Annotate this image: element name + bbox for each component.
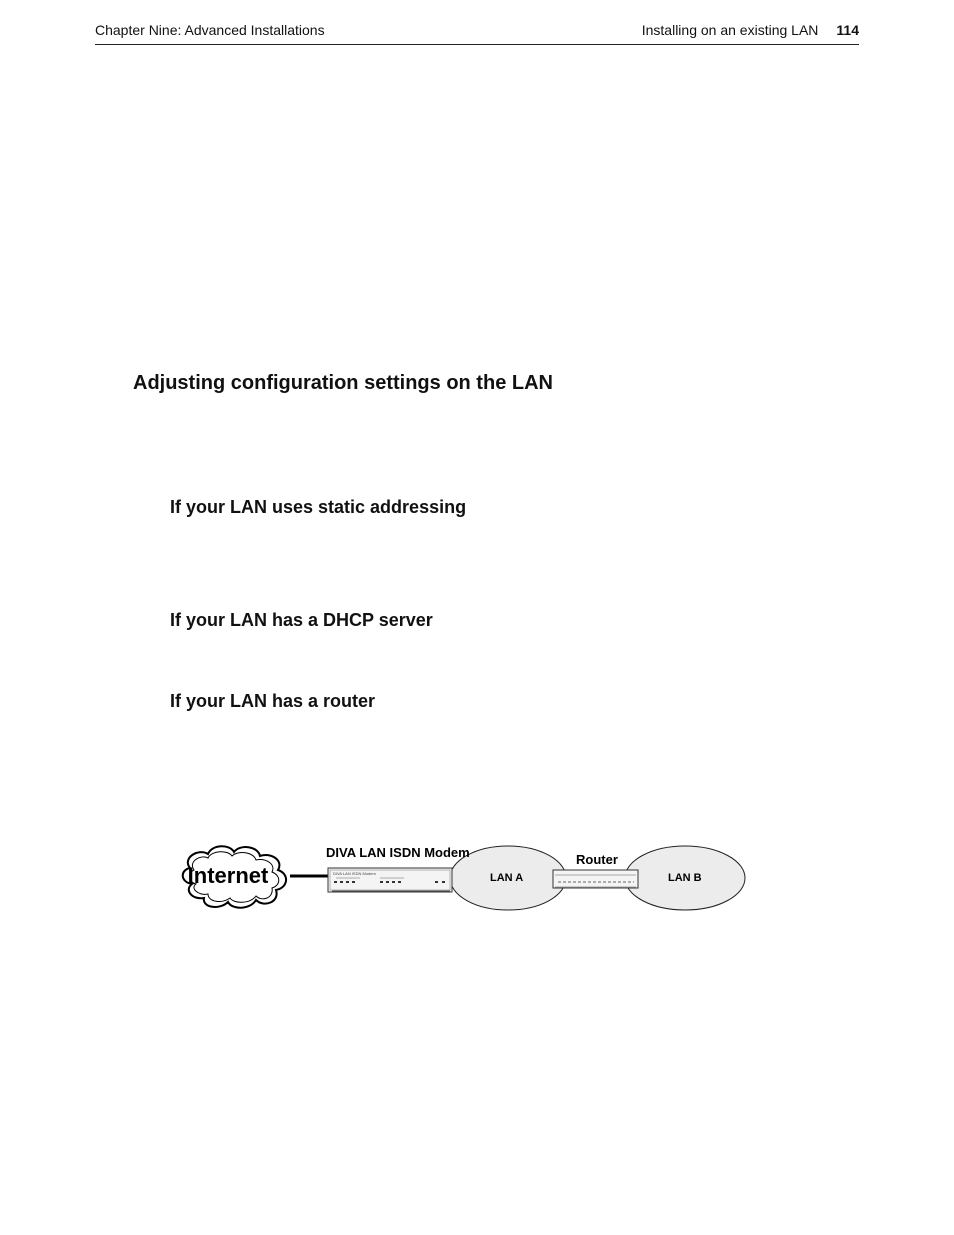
page-number: 114 <box>836 22 859 38</box>
heading-dhcp-server: If your LAN has a DHCP server <box>170 610 433 630</box>
chapter-title: Chapter Nine: Advanced Installations <box>95 22 325 38</box>
lan-a-label: LAN A <box>490 872 524 884</box>
network-diagram-svg <box>160 830 760 930</box>
section-title: Installing on an existing LAN <box>641 22 819 38</box>
modem-label: DIVA LAN ISDN Modem <box>326 845 470 860</box>
heading-router: If your LAN has a router <box>170 691 376 711</box>
header-right <box>642 22 859 38</box>
lan-b-label: LAN B <box>668 872 702 884</box>
main-heading: Adjusting configuration settings on the LAN <box>133 372 553 394</box>
internet-label: Internet <box>187 863 269 888</box>
router-icon <box>553 870 638 888</box>
router-label: Router <box>576 852 618 867</box>
modem-faceplate-text: DIVA LAN ISDN Modem <box>333 871 376 876</box>
network-diagram <box>160 830 760 930</box>
heading-static-addressing: If your LAN uses static addressing <box>170 497 467 517</box>
page-header <box>95 20 859 45</box>
